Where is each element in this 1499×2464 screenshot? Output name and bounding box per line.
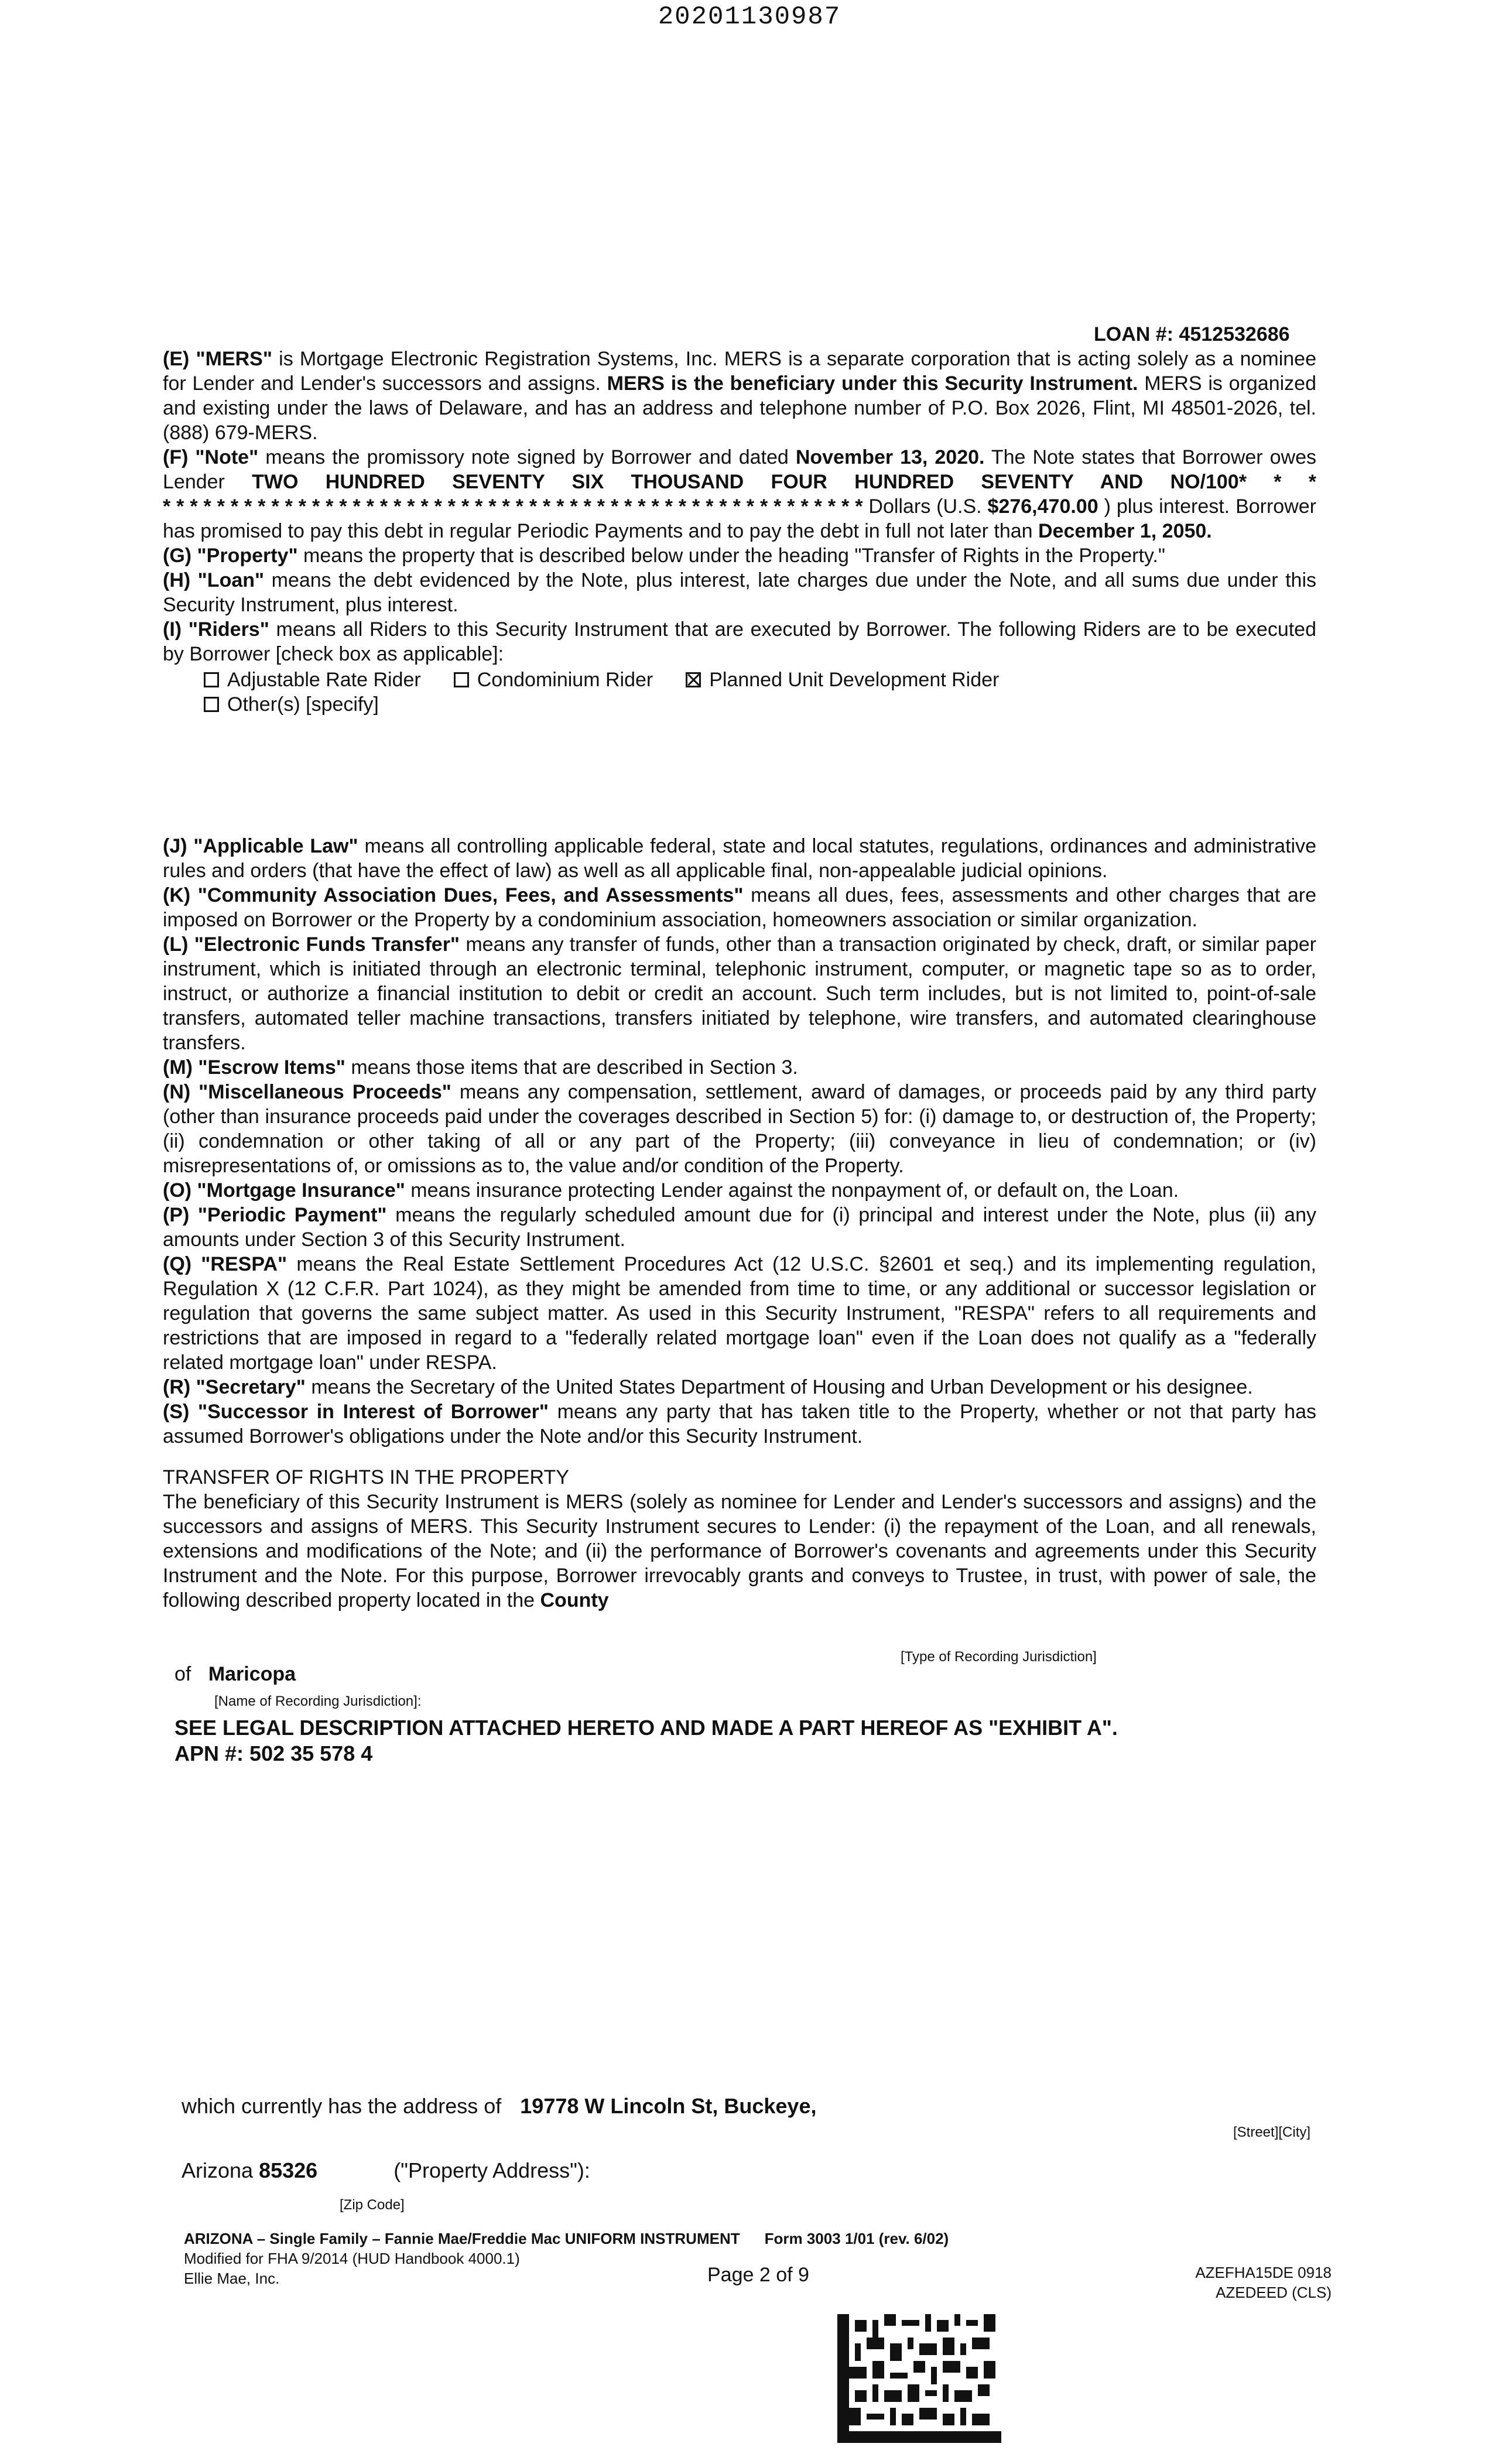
definition-label: (H) "Loan": [163, 569, 265, 591]
definition-label: (S) "Successor in Interest of Borrower": [163, 1401, 549, 1423]
definition-label: (L) "Electronic Funds Transfer": [163, 933, 460, 956]
definition-text: means the debt evidenced by the Note, plus interest, late charges due under the Note, and all sums due under this Security Instrument, plus interest.: [163, 569, 1316, 616]
state: Arizona: [182, 2158, 254, 2182]
definition-m: [163, 1055, 1316, 1080]
definition-label: (G) "Property": [163, 545, 298, 567]
transfer-heading: TRANSFER OF RIGHTS IN THE PROPERTY: [163, 1466, 569, 1488]
address-line: [182, 2094, 816, 2119]
rider-adjustable-rate[interactable]: [204, 668, 421, 692]
instrument-title: ARIZONA – Single Family – Fannie Mae/Freddie Mac UNIFORM INSTRUMENT: [184, 2230, 740, 2247]
definition-text: MERS is organized and existing under the laws of Delaware, and has an address and telephone number of P.O. Box 2026, Flint, MI 48501-2026, tel. (888) 679-MERS.: [163, 372, 1316, 444]
transfer-text: The beneficiary of this Security Instrument is MERS (solely as nominee for Lender and Lender's successors and assigns) and the successors and assigns of MERS. This Security Instrument secures to Lender: (i) the repayment of the Loan, and all renewals, extensions and modifications of the Note; and (ii) the performance of Borrower's covenants and agreements under this Security Instrument and the Note. For this purpose, Borrower irrevocably grants and conveys to Trustee, in trust, with power of sale, the following described property located in the: [163, 1491, 1316, 1611]
rider-other[interactable]: [204, 692, 379, 717]
definition-text: means those items that are described in Section 3.: [345, 1056, 798, 1079]
footer-vendor-line: Ellie Mae, Inc.: [184, 2270, 280, 2287]
rider-label: Planned Unit Development Rider: [709, 669, 1000, 691]
definition-l: [163, 932, 1316, 1055]
definition-j: [163, 834, 1316, 883]
jurisdiction-line: [174, 1663, 296, 1686]
definition-text: means any transfer of funds, other than a transaction originated by check, draft, or similar paper instrument, which is initiated through an electronic terminal, telephonic instrument, computer, or magnetic tape so as to order, instruct, or authorize a financial institution to debit or credit an account. Such term includes, but is not limited to, point-of-sale transfers, automated teller machine transactions, transfers initiated by telephone, wire transfers, and automated clearinghouse transfers.: [163, 933, 1316, 1054]
definition-s: [163, 1399, 1316, 1449]
definition-text: means the Secretary of the United States Department of Housing and Urban Development or his designee.: [305, 1376, 1253, 1398]
definition-text: plus interest. Borrower has promised to pay this debt in regular Periodic Payments and to pay the debt in full not later than: [163, 495, 1316, 542]
amount-filler-stars: * * * * * * * * * * * * * * * * * * * * * * * * * * * * * * * * * * * * * * * * * * * * * * * * * * * *: [163, 495, 863, 518]
state-zip-line: [182, 2158, 590, 2183]
definition-emphasis: MERS is the beneficiary under this Security Instrument.: [607, 372, 1138, 395]
form-number: Form 3003 1/01 (rev. 6/02): [764, 2230, 949, 2247]
page-number: Page 2 of 9: [707, 2264, 809, 2286]
loan-number-line: [1094, 323, 1290, 346]
checked-box-icon[interactable]: [686, 672, 701, 687]
definition-label: (M) "Escrow Items": [163, 1056, 345, 1079]
definition-o: [163, 1178, 1316, 1203]
rider-label: Other(s) [specify]: [227, 693, 379, 716]
zip-code: 85326: [259, 2158, 318, 2182]
jurisdiction-type: County: [540, 1589, 609, 1611]
loan-amount: $276,470.00: [987, 495, 1098, 518]
definition-text: The Note states that Borrower owes Lender: [163, 446, 1316, 493]
unchecked-box-icon[interactable]: [204, 672, 219, 687]
barcode-icon: [837, 2301, 1001, 2444]
definitions-e-to-i: [163, 347, 1316, 717]
definition-label: (F) "Note": [163, 446, 259, 468]
maturity-date: December 1, 2050.: [1038, 520, 1212, 542]
transfer-paragraph: [163, 1490, 1316, 1613]
definition-text: Dollars (U.S.: [863, 495, 988, 518]
legal-description: SEE LEGAL DESCRIPTION ATTACHED HERETO AND MADE A PART HEREOF AS "EXHIBIT A".: [174, 1716, 1118, 1740]
apn-line: [174, 1741, 372, 1766]
definition-g: [163, 543, 1316, 568]
definition-text: means the promissory note signed by Borrower and dated: [258, 446, 796, 468]
definition-n: [163, 1080, 1316, 1178]
property-address-label: ("Property Address"):: [393, 2158, 590, 2182]
jurisdiction-type-caption: [Type of Recording Jurisdiction]: [901, 1649, 1097, 1665]
definition-label: (K) "Community Association Dues, Fees, and Assessments": [163, 884, 744, 906]
definition-text: means all dues, fees, assessments and other charges that are imposed on Borrower or the Property by a condominium association, homeowners association or similar organization.: [163, 884, 1316, 931]
definition-e: [163, 347, 1316, 445]
note-date: November 13, 2020.: [795, 446, 985, 468]
zip-code-caption: [Zip Code]: [340, 2197, 405, 2213]
rider-label: Adjustable Rate Rider: [227, 669, 421, 691]
unchecked-box-icon[interactable]: [454, 672, 469, 687]
definition-text: means any compensation, settlement, award of damages, or proceeds paid by any third party (other than insurance proceeds paid under the coverages described in Section 5) for: (i) damage to, or destruction of, the Property; (ii) condemnation or other taking of all or any part of the Property; (iii) conveyance in lieu of condemnation; or (iv) misrepresentations of, or omissions as to, the value and/or condition of the Property.: [163, 1081, 1316, 1177]
definition-r: [163, 1375, 1316, 1399]
street-city-caption: [Street][City]: [1233, 2124, 1311, 2140]
street-city: 19778 W Lincoln St, Buckeye,: [520, 2094, 817, 2118]
loan-number: 4512532686: [1179, 323, 1290, 345]
definition-label: (J) "Applicable Law": [163, 835, 358, 857]
definition-k: [163, 883, 1316, 932]
definition-label: (O) "Mortgage Insurance": [163, 1179, 405, 1202]
footer-instrument-line: [184, 2230, 949, 2248]
definition-text: means the property that is described below under the heading "Transfer of Rights in the Property.": [297, 545, 1165, 567]
loan-label: LOAN #:: [1094, 323, 1173, 345]
rider-condominium[interactable]: [454, 668, 653, 692]
definition-text: means the regularly scheduled amount due for (i) principal and interest under the Note, plus (ii) any amounts under Section 3 of this Security Instrument.: [163, 1204, 1316, 1251]
loan-amount-words: TWO HUNDRED SEVENTY SIX THOUSAND FOUR HUNDRED SEVENTY AND NO/100* * *: [252, 471, 1316, 493]
definition-text: ): [1098, 495, 1111, 518]
definition-text: means all controlling applicable federal, state and local statutes, regulations, ordinances and administrative rules and orders (that have the effect of law) as well as all applicable final, non-appealable judicial opinions.: [163, 835, 1316, 882]
footer-code-1: AZEFHA15DE 0918: [1195, 2264, 1332, 2281]
definition-p: [163, 1203, 1316, 1252]
riders-row: [204, 692, 1316, 717]
definition-q: [163, 1252, 1316, 1375]
apn-label: APN #:: [174, 1741, 244, 1765]
riders-row: [204, 668, 1316, 692]
of-label: of: [174, 1663, 197, 1685]
definition-label: (E) "MERS": [163, 348, 272, 370]
rider-label: Condominium Rider: [477, 669, 653, 691]
definition-label: (I) "Riders": [163, 618, 269, 641]
definition-f: [163, 445, 1316, 543]
jurisdiction-name-caption: [Name of Recording Jurisdiction]:: [214, 1693, 422, 1709]
definition-text: is Mortgage Electronic Registration Systems, Inc. MERS is a separate corporation that is acting solely as a nominee for Lender and Lender's successors and assigns.: [163, 348, 1316, 395]
definition-i: [163, 617, 1316, 666]
definition-text: means the Real Estate Settlement Procedures Act (12 U.S.C. §2601 et seq.) and its implementing regulation, Regulation X (12 C.F.R. Part 1024), as they might be amended from time to time, or any additional or successor legislation or regulation that governs the same subject matter. As used in this Security Instrument, "RESPA" refers to all requirements and restrictions that are imposed in regard to a "federally related mortgage loan" even if the Loan does not qualify as a "federally related mortgage loan" under RESPA.: [163, 1253, 1316, 1374]
unchecked-box-icon[interactable]: [204, 697, 219, 712]
definition-text: means insurance protecting Lender against the nonpayment of, or default on, the Loan.: [405, 1179, 1179, 1202]
definition-text: means all Riders to this Security Instrument that are executed by Borrower. The following Riders are to be executed by Borrower [check box as applicable]:: [163, 618, 1316, 665]
rider-planned-unit-development[interactable]: [686, 668, 999, 692]
riders-checklist: [204, 668, 1316, 717]
jurisdiction-name: Maricopa: [208, 1663, 296, 1685]
footer-code-2: AZEDEED (CLS): [1216, 2284, 1332, 2301]
definition-text: means any party that has taken title to the Property, whether or not that party has assumed Borrower's obligations under the Note and/or this Security Instrument.: [163, 1401, 1316, 1447]
definition-label: (N) "Miscellaneous Proceeds": [163, 1081, 451, 1103]
definition-label: (Q) "RESPA": [163, 1253, 288, 1275]
definition-label: (P) "Periodic Payment": [163, 1204, 387, 1226]
definitions-j-to-s: [163, 834, 1316, 1613]
address-intro: which currently has the address of: [182, 2094, 502, 2118]
footer-modified-line: Modified for FHA 9/2014 (HUD Handbook 4000.1): [184, 2250, 520, 2267]
definition-h: [163, 568, 1316, 617]
apn-number: 502 35 578 4: [249, 1741, 373, 1765]
document-number: 20201130987: [658, 2, 841, 32]
definition-label: (R) "Secretary": [163, 1376, 306, 1398]
